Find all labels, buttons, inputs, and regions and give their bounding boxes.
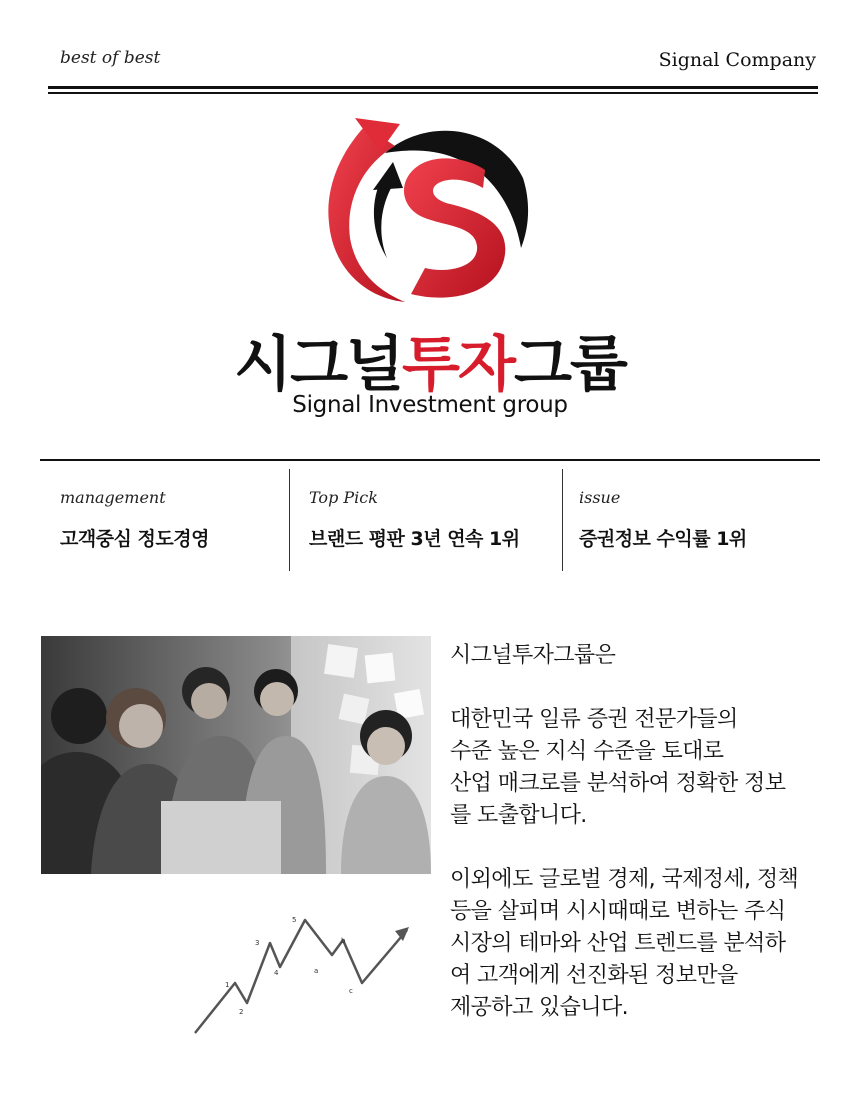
column-divider: [289, 469, 290, 571]
feature-label-issue: issue: [579, 488, 621, 507]
tagline: best of best: [60, 48, 161, 68]
paragraph-line: 대한민국 일류 증권 전문가들의: [450, 707, 738, 732]
paragraph-line: 이외에도 글로벌 경제, 국제정세, 정책: [450, 867, 799, 892]
column-divider: [562, 469, 563, 571]
description-paragraph: [450, 704, 840, 832]
header-divider-thin: [48, 92, 818, 94]
wave-label: 1: [225, 981, 230, 989]
feature-label-management: management: [60, 488, 166, 507]
paragraph-line: 등을 살피며 시시때때로 변하는 주식: [450, 899, 786, 924]
wave-label: b: [341, 937, 346, 945]
elliott-wave-diagram: [185, 905, 420, 1040]
paragraph-line: 제공하고 있습니다.: [450, 995, 629, 1020]
brand-name-accent: 투자: [402, 330, 514, 400]
paragraph-line: 여 고객에게 선진화된 정보만을: [450, 963, 738, 988]
brand-name: [0, 330, 860, 400]
brand-name-part: 그룹: [513, 330, 626, 400]
paragraph-line: 산업 매크로를 분석하여 정확한 정보: [450, 771, 786, 796]
feature-value-management: 고객중심 정도경영: [60, 528, 209, 550]
feature-label-top-pick: Top Pick: [309, 488, 378, 507]
header-divider: [48, 86, 818, 89]
feature-value-top-pick: 브랜드 평판 3년 연속 1위: [309, 528, 520, 550]
feature-value-issue: 증권정보 수익률 1위: [579, 528, 747, 550]
team-photo: [41, 636, 431, 874]
wave-label: 4: [274, 969, 279, 977]
section-divider: [40, 459, 820, 461]
wave-label: c: [349, 987, 353, 995]
intro-paragraph: [450, 640, 840, 672]
wave-label: 3: [255, 939, 260, 947]
brand-name-part: 시그널: [234, 330, 403, 400]
paragraph-line: 시장의 테마와 산업 트렌드를 분석하: [450, 931, 786, 956]
brand-subtitle: Signal Investment group: [292, 392, 568, 418]
wave-label: 5: [292, 916, 297, 924]
signal-logo-icon: [325, 118, 535, 308]
company-name: Signal Company: [658, 49, 816, 71]
paragraph-line: 를 도출합니다.: [450, 803, 587, 828]
paragraph-line: 수준 높은 지식 수준을 토대로: [450, 739, 724, 764]
wave-label: a: [314, 967, 319, 975]
paragraph-line: 시그널투자그룹은: [450, 643, 616, 668]
wave-label: 2: [239, 1008, 244, 1016]
detail-paragraph: [450, 864, 840, 1024]
